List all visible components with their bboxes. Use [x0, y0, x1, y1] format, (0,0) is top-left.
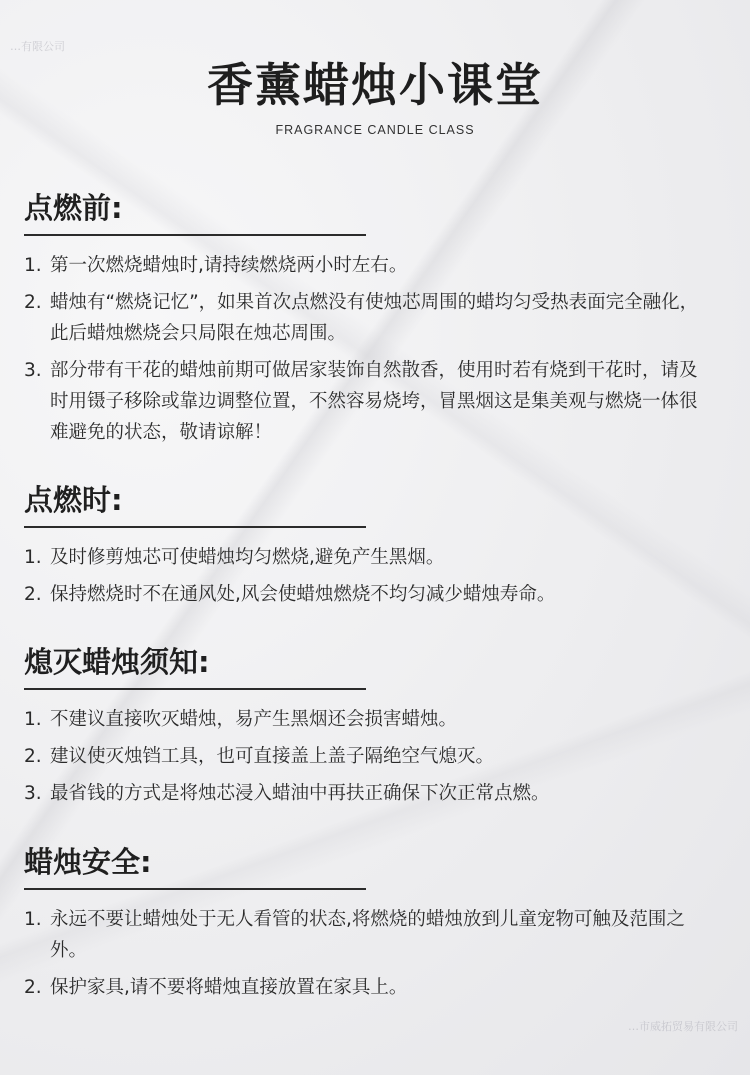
header: [0, 55, 750, 137]
item-number: 3.: [24, 360, 42, 381]
item-number: 2.: [24, 977, 42, 998]
item-number: 2.: [24, 746, 42, 767]
instruction-list: [24, 542, 714, 610]
item-text: 最省钱的方式是将烛芯浸入蜡油中再扶正确保下次正常点燃。: [50, 783, 550, 804]
item-text: 保护家具,请不要将蜡烛直接放置在家具上。: [50, 977, 408, 998]
list-item: [24, 904, 714, 966]
instruction-list: [24, 704, 714, 809]
item-text: 蜡烛有“燃烧记忆”，如果首次点燃没有使烛芯周围的蜡均匀受热表面完全融化，此后蜡烛燃烧会只局限在烛芯周围。: [50, 292, 699, 344]
section-before-lighting: [24, 188, 714, 454]
item-number: 1.: [24, 547, 42, 568]
item-text: 保持燃烧时不在通风处,风会使蜡烛燃烧不均匀减少蜡烛寿命。: [50, 584, 556, 605]
section-divider: [24, 688, 366, 690]
list-item: [24, 741, 714, 772]
section-title: 熄灭蜡烛须知:: [24, 645, 210, 679]
section-divider: [24, 888, 366, 890]
item-text: 建议使灭烛铛工具，也可直接盖上盖子隔绝空气熄灭。: [50, 746, 495, 767]
item-text: 及时修剪烛芯可使蜡烛均匀燃烧,避免产生黑烟。: [50, 547, 445, 568]
list-item: [24, 250, 714, 281]
section-title: 点燃前:: [24, 191, 123, 225]
list-item: [24, 579, 714, 610]
item-number: 3.: [24, 783, 42, 804]
page-subtitle: FRAGRANCE CANDLE CLASS: [275, 123, 475, 137]
watermark-top: …有限公司: [10, 40, 65, 53]
list-item: [24, 972, 714, 1003]
item-number: 1.: [24, 909, 42, 930]
item-text: 部分带有干花的蜡烛前期可做居家装饰自然散香，使用时若有烧到干花时，请及时用镊子移除或靠边调整位置，不然容易烧垮，冒黑烟这是集美观与燃烧一体很难避免的状态，敬请谅解！: [50, 360, 698, 443]
page-title: 香薰蜡烛小课堂: [207, 58, 543, 112]
section-while-lit: [24, 480, 714, 616]
list-item: [24, 355, 714, 448]
section-divider: [24, 526, 366, 528]
instruction-list: [24, 904, 714, 1003]
instruction-list: [24, 250, 714, 448]
item-text: 永远不要让蜡烛处于无人看管的状态,将燃烧的蜡烛放到儿童宠物可触及范围之外。: [50, 909, 685, 961]
item-number: 2.: [24, 584, 42, 605]
section-title: 点燃时:: [24, 483, 123, 517]
item-text: 不建议直接吹灭蜡烛，易产生黑烟还会损害蜡烛。: [50, 709, 458, 730]
item-text: 第一次燃烧蜡烛时,请持续燃烧两小时左右。: [50, 255, 408, 276]
watermark-bottom: …市威拓贸易有限公司: [628, 1020, 738, 1033]
item-number: 1.: [24, 255, 42, 276]
section-title: 蜡烛安全:: [24, 845, 152, 879]
list-item: [24, 542, 714, 573]
list-item: [24, 287, 714, 349]
list-item: [24, 778, 714, 809]
item-number: 2.: [24, 292, 42, 313]
section-safety: [24, 842, 714, 1009]
section-divider: [24, 234, 366, 236]
item-number: 1.: [24, 709, 42, 730]
list-item: [24, 704, 714, 735]
section-extinguish: [24, 642, 714, 815]
